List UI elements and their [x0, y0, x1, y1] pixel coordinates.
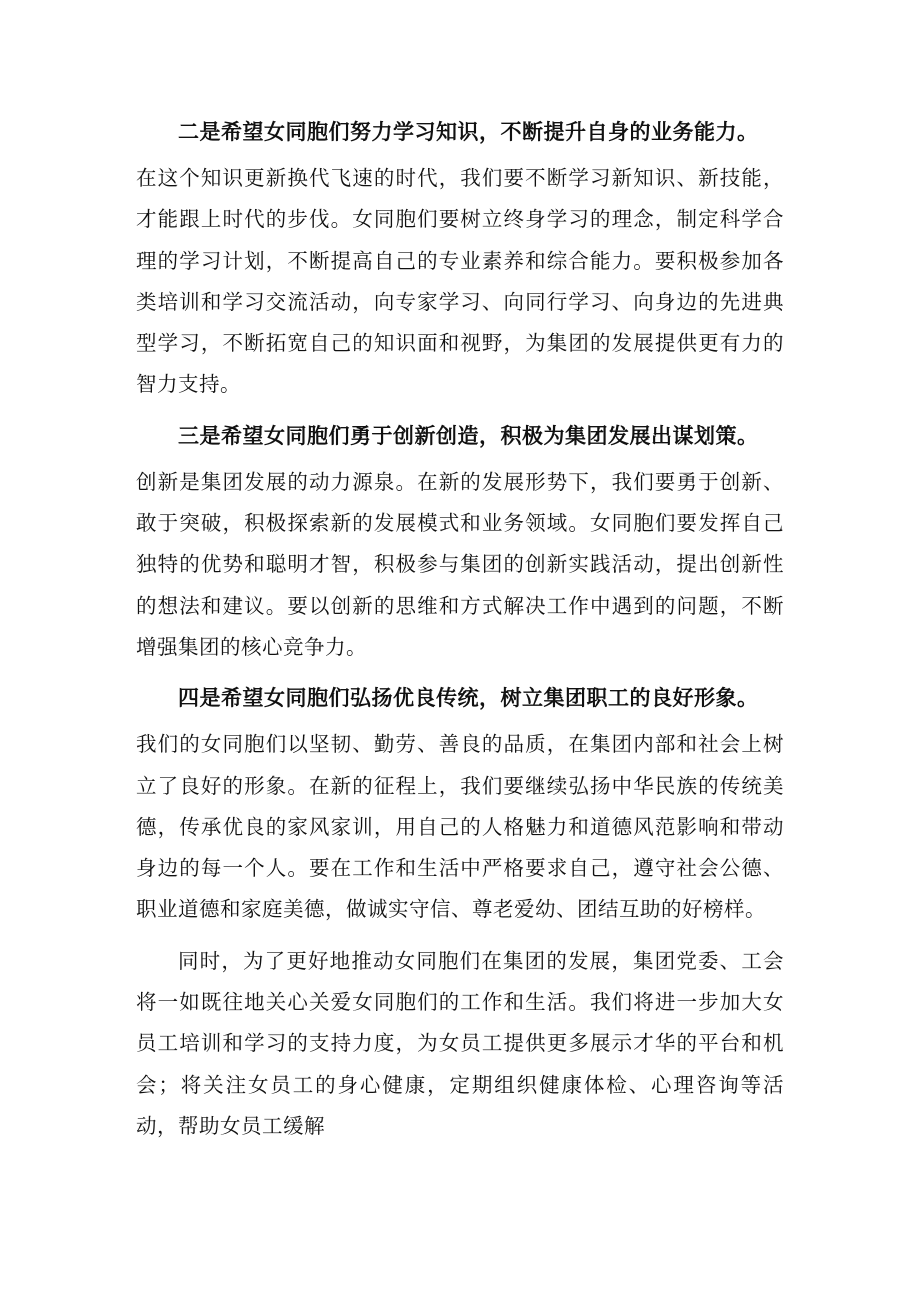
section-body-3: 创新是集团发展的动力源泉。在新的发展形势下，我们要勇于创新、敢于突破，积极探索新的发展模式和业务领域。女同胞们要发挥自己独特的优势和聪明才智，积极参与集团的创新实践活动，提出创新性的想法和建议。要以创新的思维和方式解决工作中遇到的问题，不断增强集团的核心竞争力。 [136, 469, 784, 659]
section-heading-2: 二是希望女同胞们努力学习知识，不断提升自身的业务能力。 [178, 119, 759, 144]
document-body [136, 112, 784, 1157]
section-body-2: 在这个知识更新换代飞速的时代，我们要不断学习新知识、新技能，才能跟上时代的步伐。女同胞们要树立终身学习的理念，制定科学合理的学习计划，不断提高自己的专业素养和综合能力。要积极参加各类培训和学习交流活动，向专家学习、向同行学习、向身边的先进典型学习，不断拓宽自己的知识面和视野，为集团的发展提供更有力的智力支持。 [136, 166, 784, 397]
section-body-4: 我们的女同胞们以坚韧、勤劳、善良的品质，在集团内部和社会上树立了良好的形象。在新的征程上，我们要继续弘扬中华民族的传统美德，传承优良的家风家训，用自己的人格魅力和道德风范影响和带动身边的每一个人。要在工作和生活中严格要求自己，遵守社会公德、职业道德和家庭美德，做诚实守信、尊老爱幼、团结互助的好榜样。 [136, 732, 784, 922]
section-heading-4: 四是希望女同胞们弘扬优良传统，树立集团职工的良好形象。 [178, 685, 759, 711]
closing-paragraph: 同时，为了更好地推动女同胞们在集团的发展，集团党委、工会将一如既往地关心关爱女同胞们的工作和生活。我们将进一步加大女员工培训和学习的支持力度，为女员工提供更多展示才华的平台和机会；将关注女员工的身心健康，定期组织健康体检、心理咨询等活动，帮助女员工缓解 [136, 948, 784, 1138]
section-heading-3: 三是希望女同胞们勇于创新创造，积极为集团发展出谋划策。 [178, 422, 759, 448]
